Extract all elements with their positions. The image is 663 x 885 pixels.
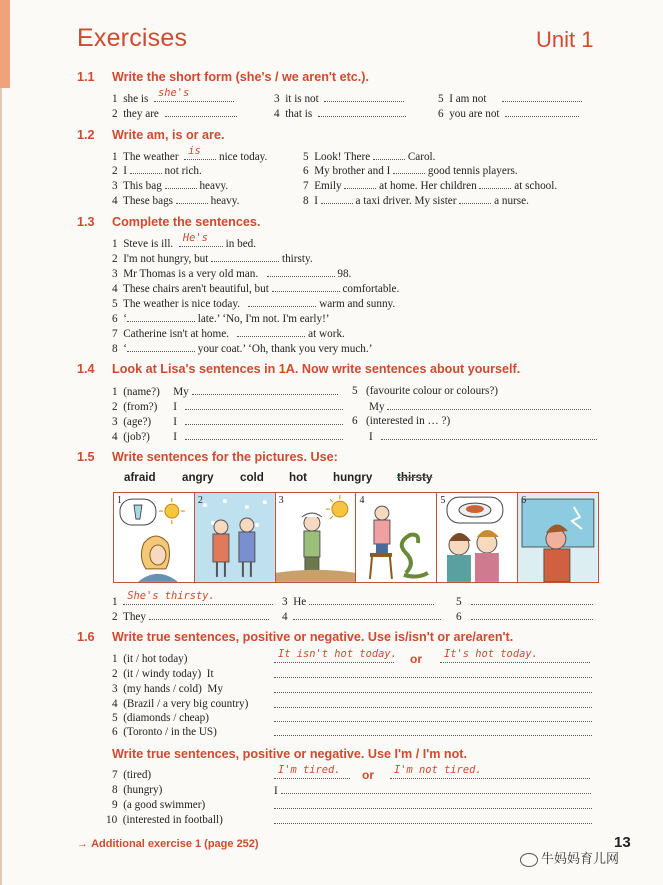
ex16-answer-line [274, 648, 397, 667]
ex14-item: 2 (from?) I [112, 399, 343, 414]
ex11-item: 3 it is not [274, 91, 404, 106]
picture-1-thirsty: 1 [114, 493, 195, 582]
margin-line [0, 88, 2, 885]
watermark: 牛妈妈育儿网 [520, 848, 619, 867]
answer-text: It isn't hot today. [278, 648, 397, 660]
section-1-6b-heading: Write true sentences, positive or negative. Use I'm / I'm not. [112, 747, 467, 761]
ex11-item: 4 that is [274, 106, 406, 121]
ex13-item: 5 The weather is nice today. warm and sunny. [112, 298, 396, 310]
wechat-icon [520, 853, 538, 867]
ex12-item: 8 I a taxi driver. My sister a nurse. [303, 195, 529, 207]
ex16-item: 1 (it / hot today) [112, 653, 188, 665]
picture-6-angry: 6 [518, 493, 598, 582]
ex16-answer-line [274, 711, 592, 726]
ex11-item: 6 you are not [438, 106, 579, 121]
answer-text: is [188, 145, 201, 157]
page-number: 13 [614, 834, 631, 851]
unit-label: Unit 1 [536, 27, 594, 52]
word-cold: cold [240, 471, 264, 484]
ex14-item: 3 (age?) I [112, 414, 343, 429]
ex12-item: 1 The weather is nice today. [112, 145, 268, 163]
ex11-item: 1 she is she's [112, 91, 234, 106]
answer-text: He's [182, 232, 208, 244]
ex12-item: 7 Emily at home. Her children at school. [303, 180, 558, 192]
ex14-item: 4 (job?) I [112, 429, 343, 444]
ex14-item: 1 (name?) My [112, 384, 338, 399]
or-label: or [410, 652, 422, 666]
ex16-item: 9 (a good swimmer) [112, 799, 206, 811]
ex16-item: 7 (tired) [112, 769, 152, 781]
picture-2-cold: 2 [195, 493, 276, 582]
ex16-answer-line: I [274, 783, 591, 798]
ex15-answer: 4 [282, 609, 441, 624]
ex16-item: 5 (diamonds / cheap) [112, 712, 209, 724]
answer-text: She's thirsty. [127, 590, 215, 602]
or-label: or [362, 768, 374, 782]
ex15-answer: 3 He [282, 594, 434, 609]
ex16-item: 4 (Brazil / a very big country) [112, 698, 249, 710]
ex12-item: 4 These bags heavy. [112, 195, 240, 207]
ex16-answer-line [274, 813, 592, 828]
word-hungry: hungry [333, 471, 373, 484]
ex15-answer: 2 They [112, 609, 269, 624]
ex16-answer-line [274, 725, 592, 740]
ex12-item: 5 Look! There Carol. [303, 151, 436, 163]
ex13-item: 6 ‘ late.’ ‘No, I'm not. I'm early!’ [112, 313, 330, 325]
ex16-item: 2 (it / windy today) It [112, 668, 214, 680]
answer-text: she's [157, 87, 190, 99]
ex14-item: 6 (interested in … ?) [352, 415, 451, 427]
picture-strip [113, 492, 599, 583]
ex16-answer-line [390, 764, 590, 783]
answer-text: It's hot today. [444, 648, 538, 660]
ex16-answer-line [274, 667, 592, 682]
ex13-item: 8 ‘ your coat.’ ‘Oh, thank you very much.’ [112, 343, 373, 355]
ex13-item: 7 Catherine isn't at home. at work. [112, 328, 345, 340]
answer-text: I'm tired. [278, 764, 341, 776]
word-afraid: afraid [124, 471, 156, 484]
ex15-answer: 6 [456, 609, 593, 624]
additional-exercise-link[interactable]: → Additional exercise 1 (page 252) [77, 838, 259, 850]
ex16-answer-line [440, 648, 590, 667]
word-thirsty: thirsty [397, 471, 433, 484]
ex16-answer-line [274, 697, 592, 712]
ex13-item: 1 Steve is ill. He's in bed. [112, 232, 257, 250]
ex16-answer-line [274, 764, 350, 783]
word-angry: angry [182, 471, 214, 484]
ex16-item: 8 (hungry) [112, 784, 163, 796]
page-title: Exercises [77, 24, 188, 52]
ex14-item: 5 (favourite colour or colours?) [352, 385, 499, 397]
answer-text: I'm not tired. [394, 764, 482, 776]
ex16-answer-line [274, 798, 592, 813]
ex13-item: 4 These chairs aren't beautiful, but comfortable. [112, 283, 400, 295]
picture-4-afraid: 4 [356, 493, 437, 582]
unit-color-tab [0, 0, 10, 88]
ex16-item: 6 (Toronto / in the US) [112, 726, 217, 738]
ex14-item: My [369, 399, 591, 414]
word-hot: hot [289, 471, 308, 484]
ex15-answer: 1 She's thirsty. [112, 594, 273, 609]
ex15-answer: 5 [456, 594, 593, 609]
ex11-item: 5 I am not [438, 91, 582, 106]
ex16-answer-line [274, 682, 592, 697]
picture-5-hungry: 5 [437, 493, 518, 582]
ex12-item: 3 This bag heavy. [112, 180, 229, 192]
ex14-item: I [369, 429, 597, 444]
ex16-item: 10 (interested in football) [106, 814, 223, 826]
ex13-item: 2 I'm not hungry, but thirsty. [112, 253, 313, 265]
ex12-item: 2 I not rich. [112, 165, 202, 177]
ex16-item: 3 (my hands / cold) My [112, 683, 223, 695]
ex13-item: 3 Mr Thomas is a very old man. 98. [112, 268, 352, 280]
picture-3-hot: 3 [276, 493, 357, 582]
ex11-item: 2 they are [112, 106, 237, 121]
ex12-item: 6 My brother and I good tennis players. [303, 165, 518, 177]
